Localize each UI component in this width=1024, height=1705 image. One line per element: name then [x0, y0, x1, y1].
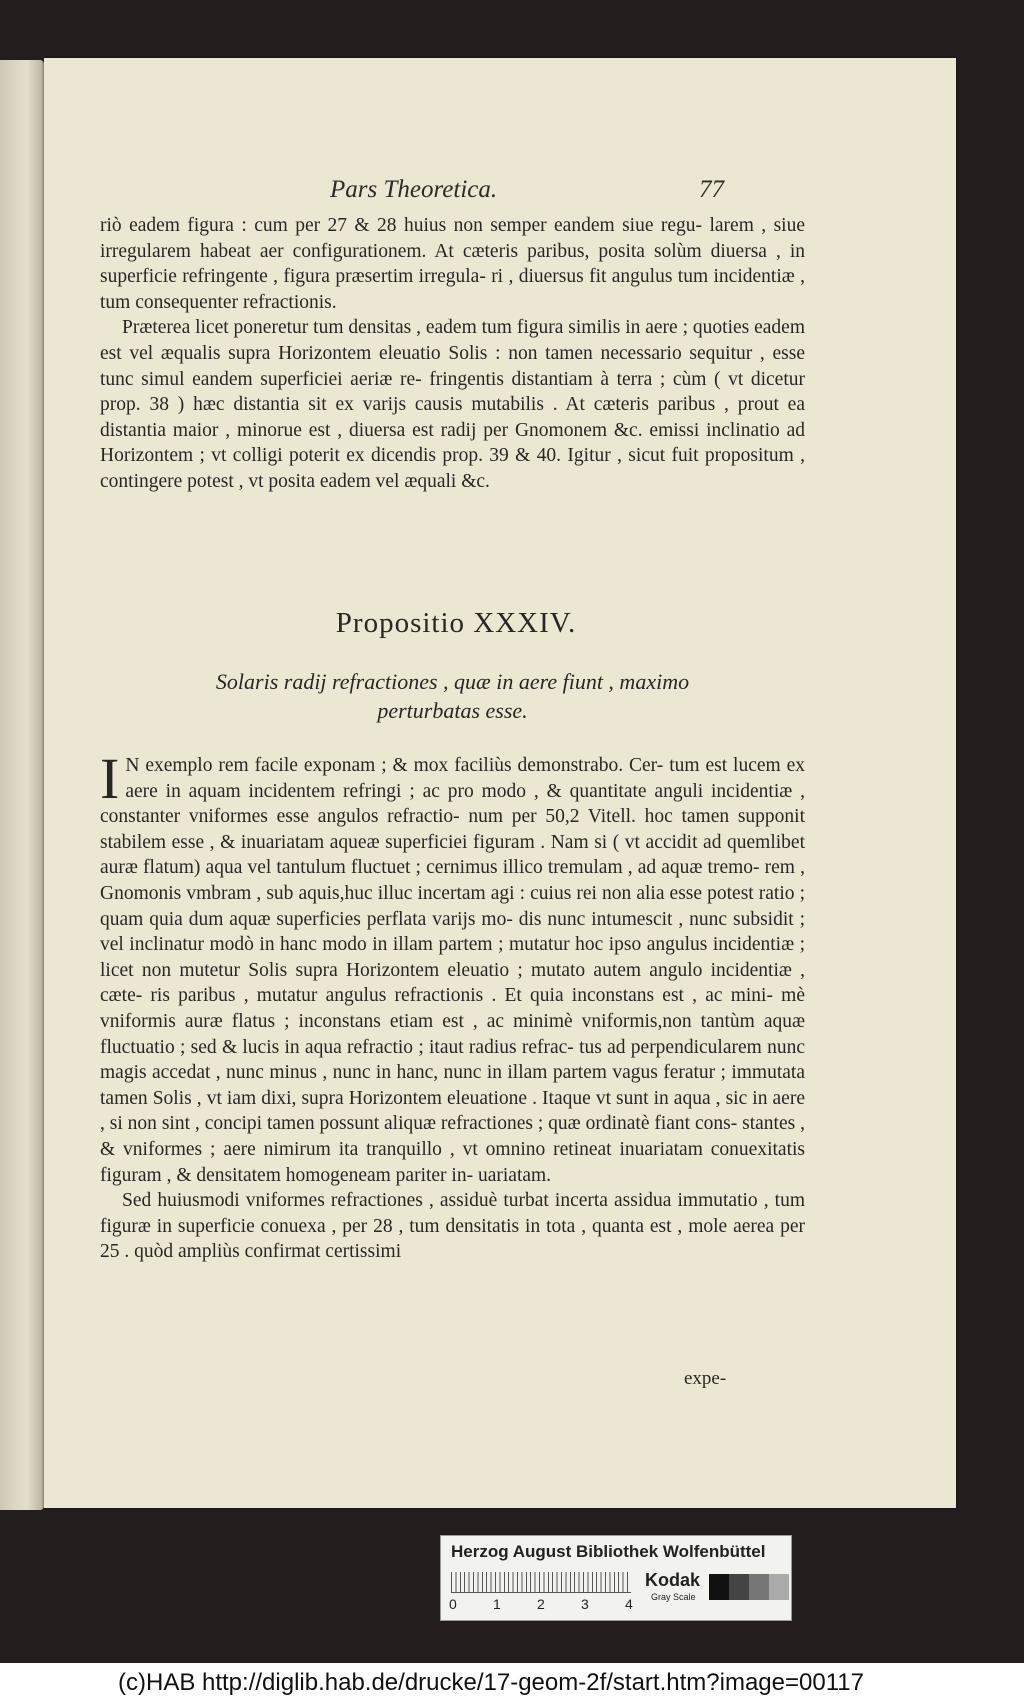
gray-swatch — [729, 1574, 749, 1600]
paragraph — [100, 1188, 805, 1265]
text-line: Sed huiusmodi vniformes refractiones , assiduè turbat incerta assidua — [122, 1190, 678, 1212]
subtitle-line: perturbatas esse. — [377, 698, 528, 723]
text-line: tamen necessario sequitur , esse tunc simul eandem superficiei aeriæ re- — [100, 342, 805, 390]
library-name: Herzog August Bibliothek Wolfenbüttel — [451, 1542, 766, 1561]
text-line: stantes , & vniformes ; aere nimirum ita tranquillo , vt omnino retineat — [100, 1113, 805, 1160]
catchword: expe- — [684, 1368, 727, 1389]
text-line: fuit propositum , contingere potest , vt posita eadem vel æquali &c. — [100, 445, 805, 492]
text-line: nunc in illam partem vagus feratur ; immutata tamen Solis , vt iam dixi, — [100, 1062, 805, 1109]
adjacent-page-edge — [0, 60, 44, 1510]
text-line: uariatam. — [477, 1164, 552, 1186]
book-page — [44, 58, 956, 1508]
drop-cap: I — [100, 746, 120, 811]
ruler-number: 1 — [493, 1596, 501, 1612]
text-line: posita solùm diuersa , in superficie refringente , figura præsertim irregula- — [100, 240, 806, 288]
copyright-url[interactable]: (c)HAB http://diglib.hab.de/drucke/17-geom-2f/start.htm?image=00117 — [118, 1669, 864, 1696]
kodak-logo: Kodak — [645, 1570, 701, 1590]
text-line: inuariatam conuexitatis figuram , & densitatem homogeneam pariter in- — [100, 1138, 805, 1186]
text-line: dis nunc intumescit , nunc subsidit ; vel inclinatur modò in hanc modo in — [100, 908, 805, 956]
text-line: immutatio , tum figuræ in superficie conuexa , per 28 , tum densitatis in — [100, 1190, 806, 1237]
text-block-main — [100, 746, 806, 1265]
text-line: sint , concipi tamen possunt aliquæ refractiones ; quæ ordinatè fiant cons- — [161, 1113, 743, 1135]
paragraph — [100, 315, 805, 494]
gray-swatch — [769, 1574, 789, 1600]
text-line: quantitate anguli incidentiæ , constanter vniformes esse angulos refractio- — [100, 780, 805, 828]
proposition-subtitle — [100, 667, 805, 725]
text-line: aere ; quoties eadem est vel æqualis supra Horizontem eleuatio Solis : non — [100, 317, 805, 364]
text-line: illam partem ; mutatur hoc ipso angulus incidentiæ ; licet non mutetur — [100, 934, 805, 981]
text-line: tota , quanta est , mole aerea per 25 . quòd ampliùs confirmat certissimi — [100, 1215, 805, 1263]
text-line: Horizontem ; vt colligi poterit ex dicendis prop. 39 & 40. Igitur , sicut — [100, 445, 672, 467]
ruler-number: 0 — [449, 1596, 457, 1612]
text-line: Solis supra Horizontem eleuatio ; mutato autem angulo incidentiæ , cæte- — [100, 959, 805, 1007]
text-line: num per 50,2 Vitell. hoc tamen supponit stabilem esse , & inuariatam — [100, 806, 805, 853]
text-line: tus ad perpendicularem nunc magis accedat , nunc minus , nunc in hanc, — [100, 1036, 805, 1084]
text-line: N exemplo rem facile exponam ; & mox faciliùs demonstrabo. Cer- — [125, 755, 670, 776]
ruler-number: 2 — [537, 1596, 545, 1612]
subtitle-line: Solaris radij refractiones , quæ in aere fiunt , maximo — [215, 669, 690, 694]
text-line: ri , diuersus fit angulus tum incidentiæ , tum consequenter refractionis. — [100, 266, 805, 313]
text-line: larem , siue irregularem habeat aer configurationem. At cæteris paribus, — [100, 215, 805, 262]
text-line: Præterea licet poneretur tum densitas , eadem tum figura similis in — [122, 317, 646, 339]
text-line: aqua vel tantulum fluctuet ; cernimus illico tremulam , ad aquæ tremo- — [205, 857, 765, 879]
ruler-number: 3 — [581, 1596, 589, 1612]
text-line: alia esse potest ratio ; quam quia dum aquæ superficies perflata varijs mo- — [100, 882, 805, 930]
text-line: tantùm aquæ fluctuatio ; sed & lucis in aqua refractio ; itaut radius refrac- — [100, 1010, 805, 1058]
text-line: supra Horizontem eleuatione . Itaque vt sunt in aqua , sic in aere , si non — [100, 1087, 805, 1135]
text-line: aqueæ superficiei figuram . Nam si ( vt accidit ad quemlibet auræ flatum) — [100, 831, 806, 879]
ruler — [451, 1572, 631, 1593]
paragraph — [100, 213, 805, 315]
text-line: ris paribus , mutatur angulus refractionis . Et quia inconstans est , ac mini- — [150, 985, 782, 1007]
text-line: minorue est , diuersa est radij per Gnomonem &c. emissi inclinatio ad — [236, 419, 805, 441]
text-line: ex varijs causis mutabilis . At cæteris paribus , prout ea distantia maior , — [100, 394, 805, 441]
page-header — [44, 176, 956, 210]
text-line: tum est lucem ex aere in aquam incidentem refringi ; ac pro modo , & — [125, 755, 805, 802]
proposition-heading: Propositio XXXIV. — [335, 607, 577, 639]
running-title: Pars Theoretica. — [330, 176, 498, 203]
gray-scale-label: Gray Scale — [651, 1592, 696, 1602]
text-line: mè vniformis auræ flatus ; inconstans etiam est , ac minimè vniformis,non — [100, 985, 805, 1032]
paragraph — [100, 746, 806, 1188]
footer-bar — [0, 1663, 1024, 1705]
page-number: 77 — [699, 176, 724, 203]
color-scale-card — [440, 1535, 792, 1621]
text-line: rem , Gnomonis vmbram , sub aquis,huc illuc incertam agi : cuius rei non — [100, 857, 805, 904]
gray-swatch — [709, 1574, 729, 1600]
gray-swatch — [749, 1574, 769, 1600]
text-line: fringentis distantiam à terra ; cùm ( vt dicetur prop. 38 ) hæc distantia sit — [100, 368, 805, 416]
ruler-number: 4 — [625, 1596, 633, 1612]
text-line: riò eadem figura : cum per 27 & 28 huius non semper eandem siue regu- — [100, 215, 710, 236]
text-block-top — [100, 213, 805, 495]
